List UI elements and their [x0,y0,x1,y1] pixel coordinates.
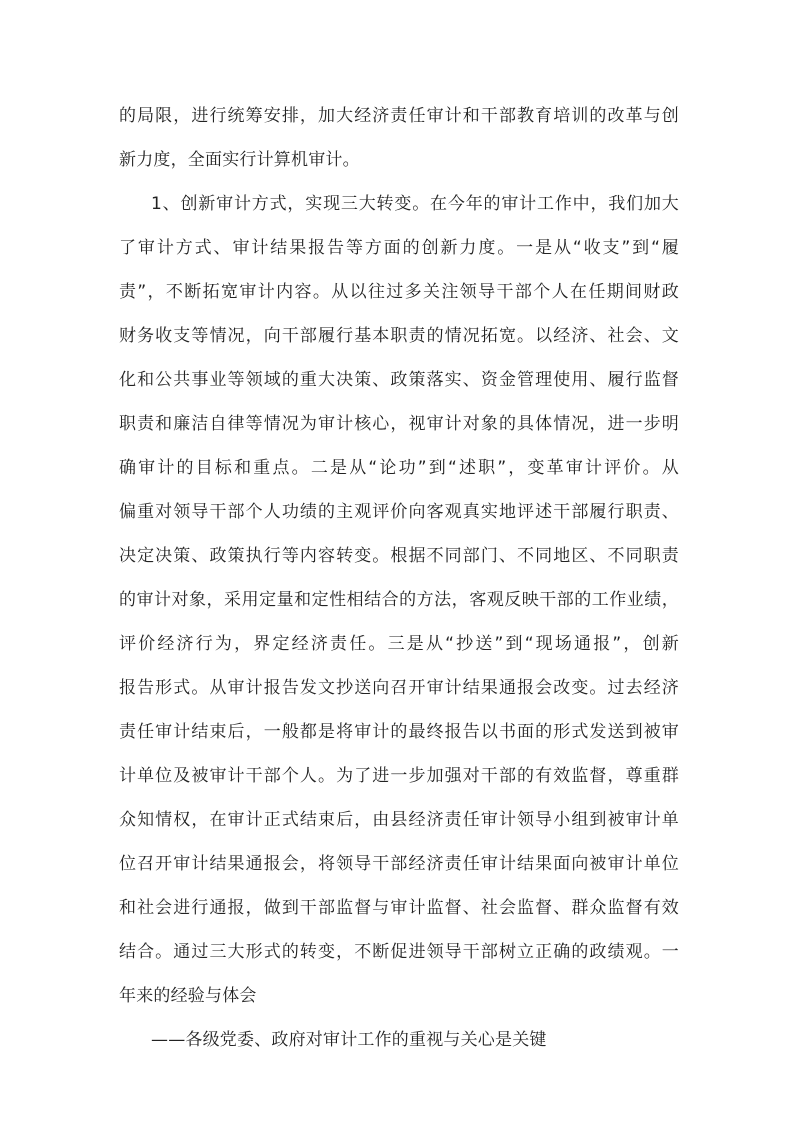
text-line: 计单位及被审计干部个人。为了进一步加强对干部的有效监督，尊重群 [119,766,679,786]
text-line: 年来的经验与体会 [119,986,257,1006]
text-line: 报告形式。从审计报告发文抄送向召开审计结果通报会改变。过去经济 [119,678,679,698]
text-line: 了审计方式、审计结果报告等方面的创新力度。一是从“收支”到“履 [119,238,679,258]
text-line: 的局限，进行统筹安排，加大经济责任审计和干部教育培训的改革与创 [119,106,679,126]
text-line: 责任审计结束后，一般都是将审计的最终报告以书面的形式发送到被审 [119,722,679,742]
text-line: 评价经济行为，界定经济责任。三是从“抄送”到“现场通报”，创新 [119,634,679,654]
text-line: 偏重对领导干部个人功绩的主观评价向客观真实地评述干部履行职责、 [119,502,679,522]
text-line: 化和公共事业等领域的重大决策、政策落实、资金管理使用、履行监督 [119,370,679,390]
text-line: 确审计的目标和重点。二是从“论功”到“述职”，变革审计评价。从 [119,458,679,478]
text-line: 职责和廉洁自律等情况为审计核心，视审计对象的具体情况，进一步明 [119,414,679,434]
text-line: 和社会进行通报，做到干部监督与审计监督、社会监督、群众监督有效 [119,898,679,918]
text-line: 责”，不断拓宽审计内容。从以往过多关注领导干部个人在任期间财政 [119,282,679,302]
text-line: 众知情权，在审计正式结束后，由县经济责任审计领导小组到被审计单 [119,810,679,830]
text-line: 的审计对象，采用定量和定性相结合的方法，客观反映干部的工作业绩， [119,590,679,610]
text-line: 位召开审计结果通报会，将领导干部经济责任审计结果面向被审计单位 [119,854,679,874]
section-heading-line: ——各级党委、政府对审计工作的重视与关心是关键 [151,1030,547,1050]
text-line: 结合。通过三大形式的转变，不断促进领导干部树立正确的政绩观。一 [119,942,679,962]
text-line: 决定决策、政策执行等内容转变。根据不同部门、不同地区、不同职责 [119,546,679,566]
paragraph-start-line: 1、创新审计方式，实现三大转变。在今年的审计工作中，我们加大 [151,194,679,214]
text-line: 财务收支等情况，向干部履行基本职责的情况拓宽。以经济、社会、文 [119,326,679,346]
text-line: 新力度，全面实行计算机审计。 [119,150,360,170]
